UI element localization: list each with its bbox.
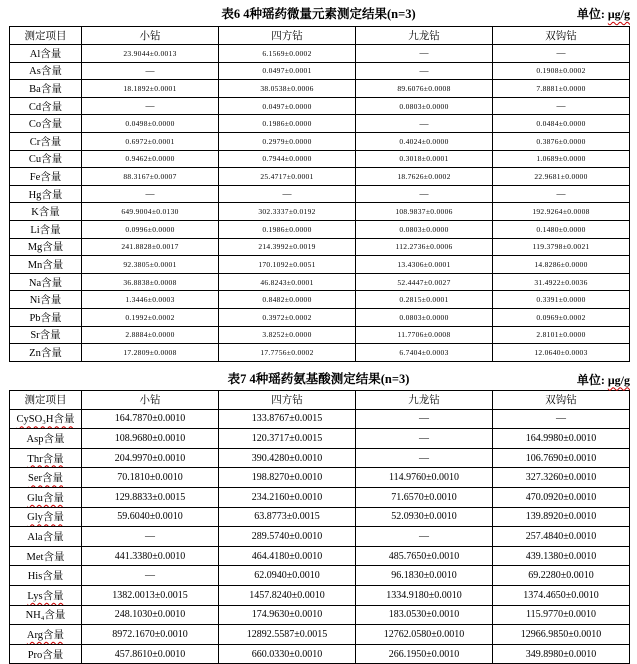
unit-prefix: 单位:: [576, 372, 608, 387]
value-cell: —: [82, 527, 219, 547]
value-cell: 0.7944±0.0000: [219, 150, 356, 168]
column-header: 九龙钻: [356, 390, 493, 409]
value-cell: 0.3018±0.0001: [356, 150, 493, 168]
value-cell: 0.3876±0.0000: [493, 132, 630, 150]
value-cell: 441.3380±0.0010: [82, 546, 219, 566]
value-cell: —: [356, 527, 493, 547]
value-cell: 0.4024±0.0000: [356, 132, 493, 150]
value-cell: 3.8252±0.0000: [219, 326, 356, 344]
row-label: Zn含量: [10, 344, 82, 362]
table-row: [10, 344, 630, 362]
row-label: As含量: [10, 62, 82, 80]
value-cell: 0.3972±0.0002: [219, 308, 356, 326]
value-cell: 0.0497±0.0000: [219, 97, 356, 115]
unit-value: μg/g: [607, 372, 630, 387]
table-row: [10, 448, 630, 468]
row-label: Na含量: [10, 273, 82, 291]
row-label: K含量: [10, 203, 82, 221]
value-cell: 18.7626±0.0002: [356, 168, 493, 186]
table-row: [10, 566, 630, 586]
value-cell: 96.1830±0.0010: [356, 566, 493, 586]
table-row: [10, 546, 630, 566]
value-cell: 0.9462±0.0000: [82, 150, 219, 168]
row-label: Mg含量: [10, 238, 82, 256]
value-cell: 0.0484±0.0000: [493, 115, 630, 133]
value-cell: 0.1992±0.0002: [82, 308, 219, 326]
value-cell: 302.3337±0.0192: [219, 203, 356, 221]
value-cell: 464.4180±0.0010: [219, 546, 356, 566]
value-cell: 7.8881±0.0000: [493, 80, 630, 98]
amino-acids-table: [9, 390, 630, 664]
row-label: Cr含量: [10, 132, 82, 150]
row-label: Glu含量: [10, 488, 82, 508]
row-label: Fe含量: [10, 168, 82, 186]
value-cell: 14.8286±0.0000: [493, 256, 630, 274]
value-cell: —: [82, 185, 219, 203]
value-cell: 0.2815±0.0001: [356, 291, 493, 309]
value-cell: 485.7650±0.0010: [356, 546, 493, 566]
value-cell: 0.2979±0.0000: [219, 132, 356, 150]
value-cell: —: [82, 566, 219, 586]
value-cell: 439.1380±0.0010: [493, 546, 630, 566]
row-label: CySO₃H含量: [10, 409, 82, 429]
value-cell: 164.9980±0.0010: [493, 429, 630, 449]
table-row: [10, 185, 630, 203]
amino-acids-section: [0, 369, 637, 664]
value-cell: 234.2160±0.0010: [219, 488, 356, 508]
value-cell: 12762.0580±0.0010: [356, 625, 493, 645]
table7-unit-label: [577, 369, 630, 391]
value-cell: 0.0498±0.0000: [82, 115, 219, 133]
table-row: [10, 308, 630, 326]
value-cell: 241.8828±0.0017: [82, 238, 219, 256]
table-row: [10, 203, 630, 221]
table-row: [10, 527, 630, 547]
row-label: Ni含量: [10, 291, 82, 309]
value-cell: 183.0530±0.0010: [356, 605, 493, 625]
value-cell: —: [493, 185, 630, 203]
table-row: [10, 220, 630, 238]
row-label: Ala含量: [10, 527, 82, 547]
value-cell: 0.0996±0.0000: [82, 220, 219, 238]
value-cell: —: [356, 448, 493, 468]
value-cell: 115.9770±0.0010: [493, 605, 630, 625]
row-label: Arg含量: [10, 625, 82, 645]
row-label: NH₄含量: [10, 605, 82, 625]
row-label: Met含量: [10, 546, 82, 566]
value-cell: 0.6972±0.0001: [82, 132, 219, 150]
value-cell: 23.9044±0.0013: [82, 45, 219, 63]
row-label: Lys含量: [10, 586, 82, 606]
value-cell: 63.8773±0.0015: [219, 507, 356, 527]
table6-title: 表6 4种瑶药微量元素测定结果(n=3): [221, 7, 416, 21]
column-header: 双钩钻: [493, 390, 630, 409]
table-row: [10, 62, 630, 80]
value-cell: 25.4717±0.0001: [219, 168, 356, 186]
row-label: Li含量: [10, 220, 82, 238]
value-cell: 8972.1670±0.0010: [82, 625, 219, 645]
value-cell: 36.8838±0.0008: [82, 273, 219, 291]
value-cell: 0.1986±0.0000: [219, 115, 356, 133]
table7-title: 表7 4种瑶药氨基酸测定结果(n=3): [227, 371, 410, 386]
value-cell: 89.6076±0.0008: [356, 80, 493, 98]
value-cell: 0.1480±0.0000: [493, 220, 630, 238]
value-cell: 2.8101±0.0000: [493, 326, 630, 344]
row-label: Asp含量: [10, 429, 82, 449]
value-cell: 390.4280±0.0010: [219, 448, 356, 468]
value-cell: 0.0803±0.0000: [356, 308, 493, 326]
unit-value: μg/g: [607, 7, 630, 21]
value-cell: 112.2736±0.0006: [356, 238, 493, 256]
column-header: 测定项目: [10, 27, 82, 45]
value-cell: 46.8243±0.0001: [219, 273, 356, 291]
row-label: Pro含量: [10, 644, 82, 664]
row-label: Pb含量: [10, 308, 82, 326]
value-cell: —: [493, 45, 630, 63]
row-label: Ser含量: [10, 468, 82, 488]
value-cell: 6.7404±0.0003: [356, 344, 493, 362]
value-cell: 198.8270±0.0010: [219, 468, 356, 488]
value-cell: —: [219, 185, 356, 203]
table-row: [10, 256, 630, 274]
row-label: Mn含量: [10, 256, 82, 274]
column-header: 九龙钻: [356, 27, 493, 45]
table-row: [10, 45, 630, 63]
value-cell: —: [356, 45, 493, 63]
value-cell: 174.9630±0.0010: [219, 605, 356, 625]
table-row: [10, 80, 630, 98]
value-cell: 0.1986±0.0000: [219, 220, 356, 238]
value-cell: —: [82, 97, 219, 115]
value-cell: 70.1810±0.0010: [82, 468, 219, 488]
value-cell: 108.9837±0.0006: [356, 203, 493, 221]
row-label: Cu含量: [10, 150, 82, 168]
value-cell: 31.4922±0.0036: [493, 273, 630, 291]
header-row: [10, 390, 630, 409]
table-row: [10, 168, 630, 186]
trace-elements-section: [0, 3, 637, 362]
value-cell: 52.4447±0.0027: [356, 273, 493, 291]
value-cell: 71.6570±0.0010: [356, 488, 493, 508]
value-cell: —: [356, 185, 493, 203]
value-cell: 139.8920±0.0010: [493, 507, 630, 527]
table-row: [10, 605, 630, 625]
value-cell: 289.5740±0.0010: [219, 527, 356, 547]
value-cell: 1457.8240±0.0010: [219, 586, 356, 606]
value-cell: —: [356, 429, 493, 449]
value-cell: 0.0497±0.0001: [219, 62, 356, 80]
value-cell: 12892.5587±0.0015: [219, 625, 356, 645]
value-cell: 660.0330±0.0010: [219, 644, 356, 664]
value-cell: —: [356, 409, 493, 429]
value-cell: 129.8833±0.0015: [82, 488, 219, 508]
value-cell: —: [356, 62, 493, 80]
value-cell: 13.4306±0.0001: [356, 256, 493, 274]
table-row: [10, 507, 630, 527]
column-header: 小钻: [82, 27, 219, 45]
table-row: [10, 326, 630, 344]
row-label: Ba含量: [10, 80, 82, 98]
value-cell: 248.1030±0.0010: [82, 605, 219, 625]
value-cell: 0.0803±0.0000: [356, 97, 493, 115]
table-row: [10, 409, 630, 429]
column-header: 小钻: [82, 390, 219, 409]
table-row: [10, 115, 630, 133]
table-row: [10, 150, 630, 168]
value-cell: 88.3167±0.0007: [82, 168, 219, 186]
value-cell: 38.0538±0.0006: [219, 80, 356, 98]
header-row: [10, 27, 630, 45]
value-cell: 52.0930±0.0010: [356, 507, 493, 527]
table-row: [10, 488, 630, 508]
value-cell: 119.3798±0.0021: [493, 238, 630, 256]
value-cell: 114.9760±0.0010: [356, 468, 493, 488]
row-label: Co含量: [10, 115, 82, 133]
row-label: Al含量: [10, 45, 82, 63]
value-cell: 17.7756±0.0002: [219, 344, 356, 362]
value-cell: 18.1892±0.0001: [82, 80, 219, 98]
value-cell: 257.4840±0.0010: [493, 527, 630, 547]
value-cell: 2.8884±0.0000: [82, 326, 219, 344]
value-cell: 12966.9850±0.0010: [493, 625, 630, 645]
value-cell: 108.9680±0.0010: [82, 429, 219, 449]
value-cell: 106.7690±0.0010: [493, 448, 630, 468]
value-cell: 214.3992±0.0019: [219, 238, 356, 256]
row-label: Gly含量: [10, 507, 82, 527]
table-row: [10, 586, 630, 606]
table-row: [10, 429, 630, 449]
value-cell: 0.0969±0.0002: [493, 308, 630, 326]
value-cell: 62.0940±0.0010: [219, 566, 356, 586]
table6-title-row: [0, 3, 637, 26]
column-header: 双钩钻: [493, 27, 630, 45]
value-cell: 11.7706±0.0008: [356, 326, 493, 344]
value-cell: 204.9970±0.0010: [82, 448, 219, 468]
value-cell: 327.3260±0.0010: [493, 468, 630, 488]
value-cell: 1.0689±0.0000: [493, 150, 630, 168]
value-cell: 1382.0013±0.0015: [82, 586, 219, 606]
value-cell: 1.3446±0.0003: [82, 291, 219, 309]
value-cell: 470.0920±0.0010: [493, 488, 630, 508]
value-cell: 0.3391±0.0000: [493, 291, 630, 309]
value-cell: 649.9004±0.0130: [82, 203, 219, 221]
value-cell: —: [356, 115, 493, 133]
value-cell: 69.2280±0.0010: [493, 566, 630, 586]
row-label: Thr含量: [10, 448, 82, 468]
table-row: [10, 644, 630, 664]
table-row: [10, 468, 630, 488]
value-cell: —: [82, 62, 219, 80]
value-cell: 0.1908±0.0002: [493, 62, 630, 80]
value-cell: 1374.4650±0.0010: [493, 586, 630, 606]
table-row: [10, 625, 630, 645]
value-cell: 6.1569±0.0002: [219, 45, 356, 63]
value-cell: 17.2809±0.0008: [82, 344, 219, 362]
value-cell: —: [493, 409, 630, 429]
value-cell: 170.1092±0.0051: [219, 256, 356, 274]
trace-elements-table: [9, 26, 630, 362]
table-row: [10, 291, 630, 309]
column-header: 四方钻: [219, 390, 356, 409]
value-cell: 12.0640±0.0003: [493, 344, 630, 362]
row-label: His含量: [10, 566, 82, 586]
value-cell: —: [493, 97, 630, 115]
value-cell: 192.9264±0.0008: [493, 203, 630, 221]
value-cell: 133.8767±0.0015: [219, 409, 356, 429]
column-header: 测定项目: [10, 390, 82, 409]
value-cell: 457.8610±0.0010: [82, 644, 219, 664]
value-cell: 349.8980±0.0010: [493, 644, 630, 664]
table-row: [10, 97, 630, 115]
table-row: [10, 273, 630, 291]
table6-unit-label: [577, 3, 630, 25]
unit-prefix: 单位:: [576, 7, 608, 21]
value-cell: 1334.9180±0.0010: [356, 586, 493, 606]
value-cell: 0.0803±0.0000: [356, 220, 493, 238]
value-cell: 22.9681±0.0000: [493, 168, 630, 186]
value-cell: 120.3717±0.0015: [219, 429, 356, 449]
value-cell: 266.1950±0.0010: [356, 644, 493, 664]
table-row: [10, 238, 630, 256]
value-cell: 0.8482±0.0000: [219, 291, 356, 309]
row-label: Hg含量: [10, 185, 82, 203]
column-header: 四方钻: [219, 27, 356, 45]
row-label: Sr含量: [10, 326, 82, 344]
row-label: Cd含量: [10, 97, 82, 115]
value-cell: 164.7870±0.0010: [82, 409, 219, 429]
table-row: [10, 132, 630, 150]
value-cell: 59.6040±0.0010: [82, 507, 219, 527]
table7-title-row: [0, 369, 637, 390]
value-cell: 92.3805±0.0001: [82, 256, 219, 274]
